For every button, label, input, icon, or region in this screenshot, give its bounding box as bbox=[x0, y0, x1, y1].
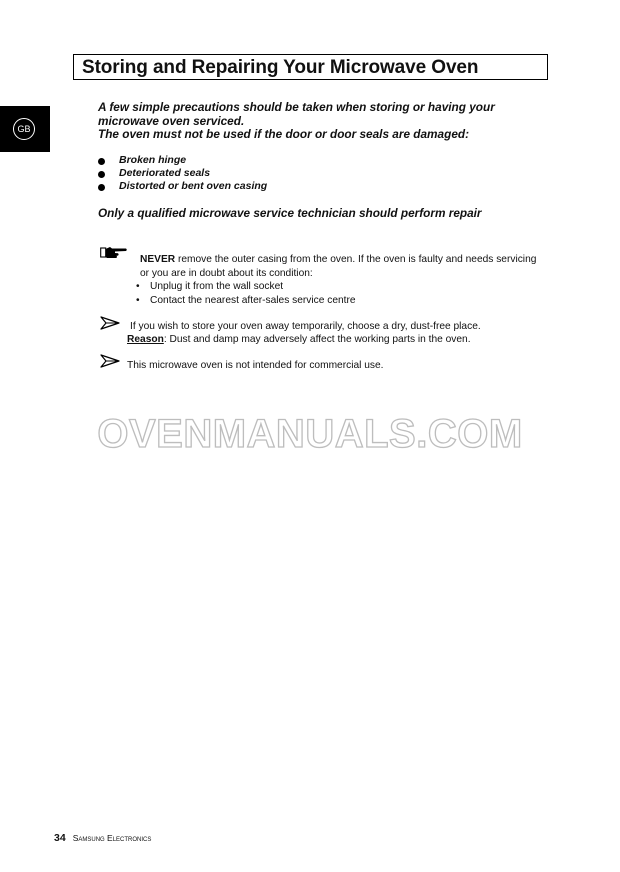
list-item: • Unplug it from the wall socket bbox=[136, 281, 284, 292]
intro-line: microwave oven serviced. bbox=[98, 113, 245, 128]
storage-tip-text: If you wish to store your oven away temporarily, choose a dry, dust-free place. bbox=[130, 321, 481, 332]
list-item: • Contact the nearest after-sales service centre bbox=[136, 294, 356, 306]
storage-reason: Reason: Dust and damp may adversely affect the working parts in the oven. bbox=[127, 334, 471, 345]
bullet-icon: • bbox=[136, 294, 140, 306]
qualified-technician-note: Only a qualified microwave service technician should perform repair bbox=[98, 206, 482, 220]
watermark: OVENMANUALS.COM bbox=[97, 412, 523, 456]
language-tab bbox=[0, 106, 50, 152]
language-badge: GB bbox=[13, 118, 35, 140]
brand-name: Samsung Electronics bbox=[72, 833, 152, 843]
arrow-right-icon bbox=[100, 354, 120, 368]
notice-action-list bbox=[136, 280, 356, 308]
bullet-dot-icon bbox=[98, 184, 105, 191]
pointing-hand-icon bbox=[100, 245, 128, 261]
page-title: Storing and Repairing Your Microwave Oven bbox=[82, 57, 479, 78]
page-number: 34 bbox=[54, 832, 66, 844]
reason-label: Reason bbox=[127, 334, 164, 345]
intro-line: The oven must not be used if the door or door seals are damaged: bbox=[98, 127, 470, 141]
commercial-use-note: This microwave oven is not intended for commercial use. bbox=[127, 360, 384, 371]
intro-line: A few simple precautions should be taken when storing or having your bbox=[98, 100, 495, 114]
bullet-dot-icon bbox=[98, 171, 105, 178]
never-remove-notice: NEVER remove the outer casing from the oven. If the oven is faulty and needs servicing or you are in doubt about its condition: bbox=[140, 254, 537, 279]
arrow-right-icon bbox=[100, 316, 120, 330]
bullet-icon: • bbox=[136, 281, 140, 292]
page-footer bbox=[54, 828, 151, 846]
bullet-dot-icon bbox=[98, 158, 105, 165]
intro-paragraph bbox=[98, 101, 528, 142]
never-emphasis: NEVER bbox=[140, 254, 176, 265]
page-title-box bbox=[73, 54, 548, 80]
